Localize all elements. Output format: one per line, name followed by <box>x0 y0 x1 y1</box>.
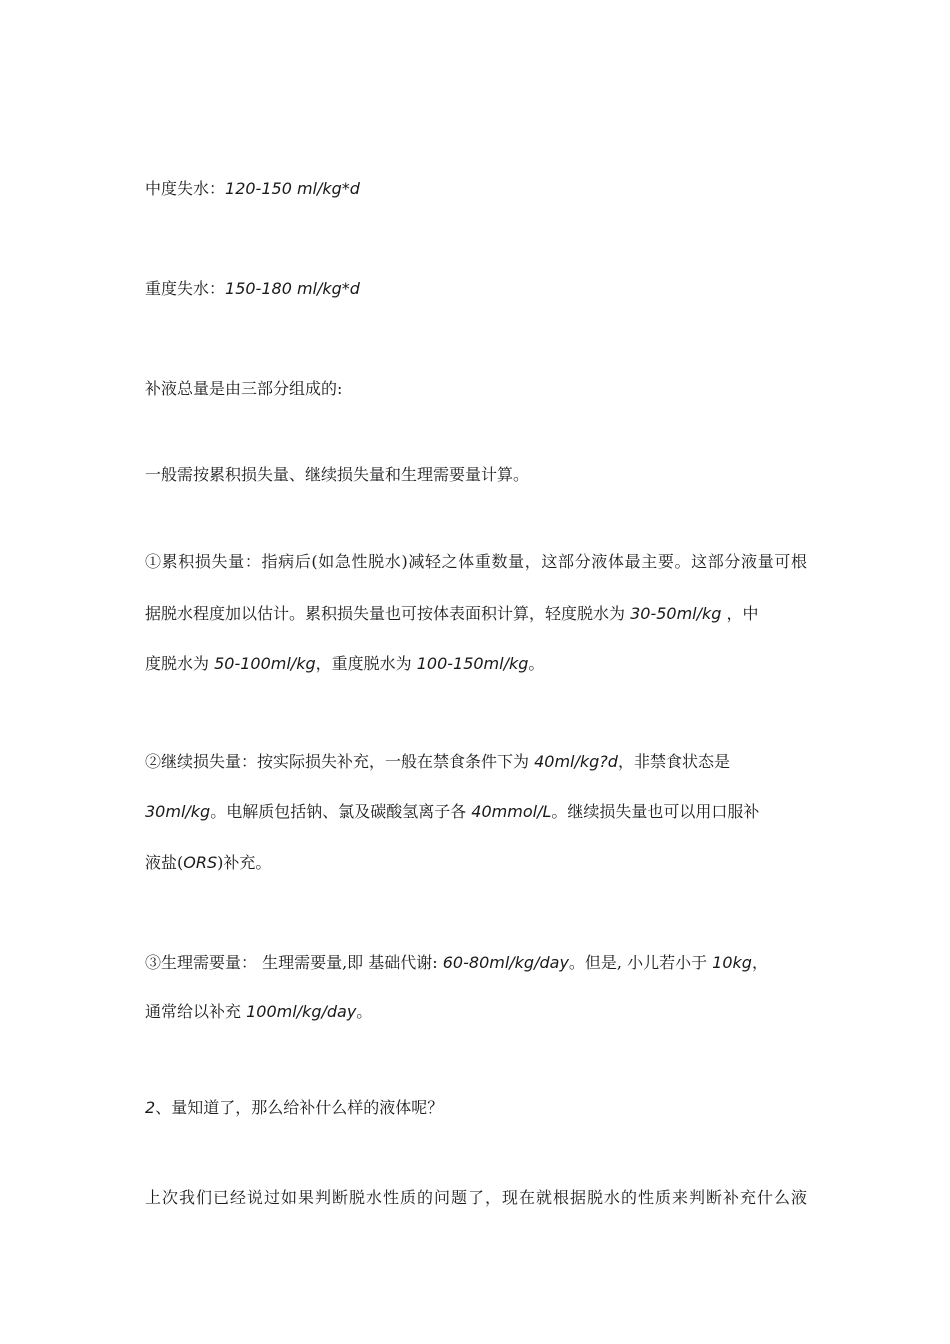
text-span: 。 <box>356 1002 373 1021</box>
text-span: 重度失水： <box>145 279 226 298</box>
text-line <box>145 802 807 822</box>
number-span: 40ml/kg?d <box>534 752 618 771</box>
number-span: 30-50ml/kg <box>630 604 722 623</box>
text-line <box>145 465 807 485</box>
text-span: 补液总量是由三部分组成的: <box>145 379 343 398</box>
text-span: ③生理需要量： 生理需要量,即 基础代谢: <box>145 953 443 972</box>
text-line <box>145 552 807 572</box>
number-span: 30ml/kg <box>145 802 211 821</box>
text-span: ②继续损失量：按实际损失补充，一般在禁食条件下为 <box>145 752 535 771</box>
text-line <box>145 752 807 772</box>
text-span: 。电解质包括钠、氯及碳酸氢离子各 <box>210 802 472 821</box>
text-line <box>145 1188 807 1208</box>
text-line <box>145 1098 807 1118</box>
text-span: 一般需按累积损失量、继续损失量和生理需要量计算。 <box>145 465 530 484</box>
text-span: ，非禁食状态是 <box>617 752 730 771</box>
text-span: 液盐( <box>145 853 184 872</box>
text-span: 据脱水程度加以估计。累积损失量也可按体表面积计算，轻度脱水为 <box>145 604 631 623</box>
number-span: 150-180 ml/kg*d <box>225 279 360 298</box>
text-line <box>145 853 807 873</box>
text-span: ，重度脱水为 <box>315 654 417 673</box>
text-line <box>145 179 807 199</box>
text-line <box>145 953 807 973</box>
text-span: )补充。 <box>217 853 272 872</box>
number-span: 2 <box>145 1098 156 1117</box>
number-span: 50-100ml/kg <box>214 654 316 673</box>
text-span: ， <box>751 953 768 972</box>
number-span: 100-150ml/kg <box>416 654 529 673</box>
number-span: ORS <box>183 853 218 872</box>
number-span: 40mmol/L <box>471 802 552 821</box>
text-line <box>145 379 807 399</box>
text-span: 、量知道了，那么给补什么样的液体呢？ <box>155 1098 444 1117</box>
number-span: 100ml/kg/day <box>246 1002 357 1021</box>
number-span: 60-80ml/kg/day <box>442 953 569 972</box>
text-line <box>145 1002 807 1022</box>
text-span: 上次我们已经说过如果判断脱水性质的问题了，现在就根据脱水的性质来判断补充什么液 <box>145 1188 807 1207</box>
text-span: 。 <box>528 654 545 673</box>
text-span: 通常给以补充 <box>145 1002 247 1021</box>
text-line <box>145 604 807 624</box>
text-line <box>145 654 807 674</box>
number-span: 10kg <box>712 953 752 972</box>
text-line <box>145 279 807 299</box>
text-span: 中度失水： <box>145 179 226 198</box>
text-span: ①累积损失量：指病后(如急性脱水)减轻之体重数量，这部分液体最主要。这部分液量可根 <box>145 552 807 571</box>
text-span: 度脱水为 <box>145 654 215 673</box>
number-span: 120-150 ml/kg*d <box>225 179 360 198</box>
text-span: ，中 <box>721 604 759 623</box>
text-span: 。继续损失量也可以用口服补 <box>551 802 760 821</box>
text-span: 。但是, 小儿若小于 <box>568 953 713 972</box>
